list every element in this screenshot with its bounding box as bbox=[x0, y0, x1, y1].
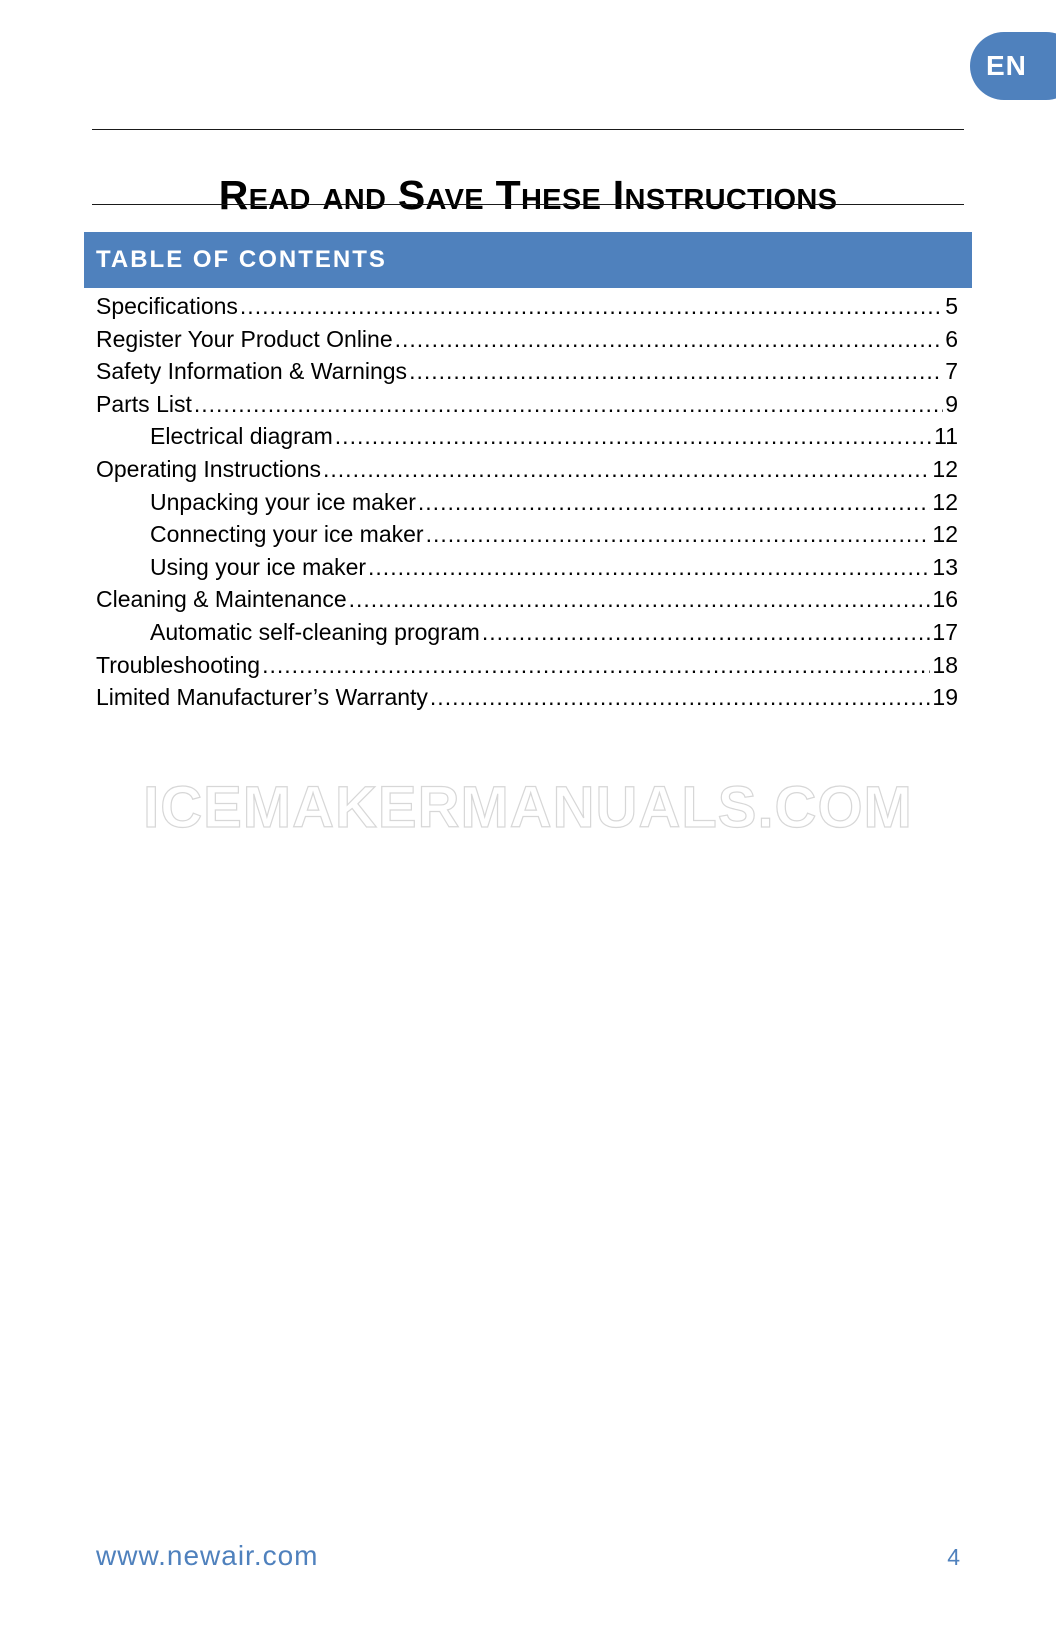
toc-dot-leader bbox=[430, 681, 930, 714]
toc-entry-page: 17 bbox=[932, 618, 958, 645]
table-of-contents bbox=[96, 290, 958, 714]
toc-entry-title: Electrical diagram bbox=[150, 423, 333, 450]
toc-entry[interactable] bbox=[96, 551, 958, 584]
toc-dot-leader bbox=[418, 486, 931, 519]
language-tab-label: EN bbox=[986, 50, 1027, 81]
toc-dot-leader bbox=[349, 583, 931, 616]
toc-entry[interactable] bbox=[96, 290, 958, 323]
toc-entry[interactable] bbox=[96, 323, 958, 356]
toc-entry-page: 19 bbox=[932, 684, 958, 711]
toc-entry[interactable] bbox=[96, 583, 958, 616]
toc-entry-title: Troubleshooting bbox=[96, 651, 261, 678]
watermark-text: ICEMAKERMANUALS.COM bbox=[143, 775, 913, 840]
toc-dot-leader bbox=[194, 388, 943, 421]
toc-entry-page: 11 bbox=[934, 423, 958, 450]
toc-header-bar bbox=[84, 232, 972, 288]
toc-dot-leader bbox=[395, 323, 944, 356]
toc-dot-leader bbox=[368, 551, 930, 584]
toc-dot-leader bbox=[482, 616, 931, 649]
toc-dot-leader bbox=[426, 518, 931, 551]
toc-entry-title: Operating Instructions bbox=[96, 455, 322, 482]
toc-dot-leader bbox=[323, 453, 930, 486]
toc-entry-page: 12 bbox=[932, 455, 958, 482]
toc-entry[interactable] bbox=[96, 355, 958, 388]
toc-entry[interactable] bbox=[96, 388, 958, 421]
toc-entry[interactable] bbox=[96, 681, 958, 714]
toc-entry-page: 13 bbox=[932, 553, 958, 580]
toc-dot-leader bbox=[240, 290, 943, 323]
title-top-rule bbox=[92, 129, 964, 130]
footer-website-link[interactable]: www.newair.com bbox=[96, 1540, 319, 1571]
toc-entry[interactable] bbox=[96, 453, 958, 486]
toc-entry[interactable] bbox=[96, 420, 958, 453]
toc-entry-title: Using your ice maker bbox=[150, 553, 367, 580]
toc-entry[interactable] bbox=[96, 486, 958, 519]
toc-entry-title: Safety Information & Warnings bbox=[96, 358, 408, 385]
toc-entry-title: Cleaning & Maintenance bbox=[96, 586, 347, 613]
toc-heading: TABLE OF CONTENTS bbox=[96, 246, 387, 273]
toc-dot-leader bbox=[262, 649, 930, 682]
page-title: Read and Save These Instructions bbox=[218, 172, 838, 219]
toc-entry-title: Specifications bbox=[96, 293, 238, 319]
toc-entry-title: Connecting your ice maker bbox=[150, 521, 424, 548]
toc-entry[interactable] bbox=[96, 616, 958, 649]
toc-dot-leader bbox=[409, 355, 943, 388]
toc-entry-page: 6 bbox=[945, 325, 958, 352]
toc-dot-leader bbox=[335, 420, 932, 453]
toc-entry[interactable] bbox=[96, 649, 958, 682]
toc-entry-page: 18 bbox=[932, 651, 958, 678]
toc-entry-page: 7 bbox=[945, 358, 958, 385]
title-bottom-rule bbox=[92, 204, 964, 205]
toc-entry-title: Limited Manufacturer’s Warranty bbox=[96, 684, 428, 711]
toc-entry[interactable] bbox=[96, 518, 958, 551]
toc-entry-page: 5 bbox=[945, 293, 958, 319]
toc-entry-page: 12 bbox=[932, 488, 958, 515]
toc-entry-page: 9 bbox=[945, 390, 958, 417]
toc-entry-page: 12 bbox=[932, 521, 958, 548]
toc-entry-title: Unpacking your ice maker bbox=[150, 488, 416, 515]
footer-page-number: 4 bbox=[947, 1544, 960, 1570]
toc-entry-title: Register Your Product Online bbox=[96, 325, 393, 352]
toc-entry-title: Automatic self-cleaning program bbox=[150, 618, 480, 645]
toc-entry-title: Parts List bbox=[96, 390, 192, 417]
toc-entry-page: 16 bbox=[932, 586, 958, 613]
